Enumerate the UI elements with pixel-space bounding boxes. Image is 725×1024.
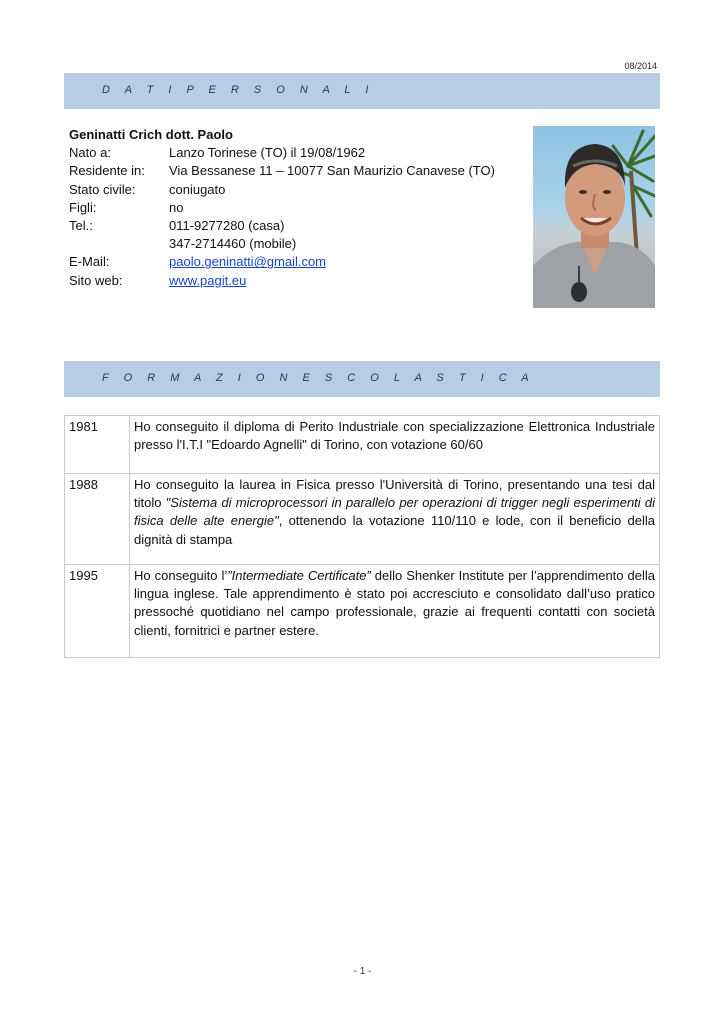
document-date: 08/2014 bbox=[624, 61, 657, 71]
info-value: 011-9277280 (casa) bbox=[169, 218, 285, 234]
info-value: Lanzo Torinese (TO) il 19/08/1962 bbox=[169, 145, 366, 161]
info-value: no bbox=[169, 199, 184, 215]
website-link[interactable]: www.pagit.eu bbox=[169, 272, 247, 288]
table-row bbox=[65, 474, 660, 565]
education-text: dello Shenker Institute per l’apprendimento della lingua inglese. Tale apprendimento è stato poi accresciuto e consolidato dall’uso pratico pressoché quotidiano nel campo professionale, grazie ai frequenti contatti con società clienti, fornitrici e partner estere. bbox=[134, 568, 655, 638]
info-row-mobile bbox=[69, 235, 495, 253]
education-year: 1995 bbox=[65, 565, 130, 658]
info-label: Residente in: bbox=[69, 163, 145, 179]
thesis-title: "Sistema di microprocessori in parallelo per operazioni di trigger negli esperimenti di fisica delle alte energie" bbox=[134, 495, 655, 529]
info-label: Sito web: bbox=[69, 272, 123, 288]
info-label: Stato civile: bbox=[69, 181, 136, 197]
info-value: Via Bessanese 11 – 10077 San Maurizio Canavese (TO) bbox=[169, 163, 495, 179]
info-value: coniugato bbox=[169, 181, 226, 197]
info-label: E-Mail: bbox=[69, 254, 110, 270]
education-description bbox=[130, 474, 660, 565]
section-title-education: F O R M A Z I O N E S C O L A S T I C A bbox=[102, 372, 535, 384]
education-text: Ho conseguito la laurea in Fisica presso l'Università di Torino, presentando una tesi dal titolo bbox=[134, 477, 655, 511]
person-name: Geninatti Crich dott. Paolo bbox=[69, 127, 233, 142]
table-row bbox=[65, 416, 660, 474]
info-label: Figli: bbox=[69, 199, 97, 215]
info-row-children bbox=[69, 199, 495, 217]
info-label bbox=[69, 235, 169, 253]
section-title-personal: D A T I P E R S O N A L I bbox=[102, 84, 375, 96]
info-label: Tel.: bbox=[69, 218, 93, 234]
info-row-email bbox=[69, 253, 495, 271]
education-description bbox=[130, 565, 660, 658]
info-row-website bbox=[69, 272, 495, 290]
education-year: 1988 bbox=[65, 474, 130, 565]
info-label: Nato a: bbox=[69, 145, 111, 161]
table-row bbox=[65, 565, 660, 658]
section-band-personal bbox=[64, 73, 660, 109]
certificate-title: ”Intermediate Certificate” bbox=[227, 568, 371, 583]
info-row-phone bbox=[69, 217, 495, 235]
section-band-education bbox=[64, 361, 660, 397]
info-value: 347-2714460 (mobile) bbox=[169, 236, 297, 252]
education-description: Ho conseguito il diploma di Perito Industriale con specializzazione Elettronica Industriale presso l'I.T.I "Edoardo Agnelli" di Torino, con votazione 60/60 bbox=[130, 416, 660, 474]
education-text: Ho conseguito l’ bbox=[134, 568, 228, 583]
info-row-residence bbox=[69, 162, 495, 180]
info-row-civil-status bbox=[69, 181, 495, 199]
education-table bbox=[64, 415, 660, 658]
info-row-birth bbox=[69, 144, 495, 162]
page-number: - 1 - bbox=[353, 966, 372, 977]
email-link[interactable]: paolo.geninatti@gmail.com bbox=[169, 254, 327, 270]
education-year: 1981 bbox=[65, 416, 130, 474]
education-text: , ottenendo la votazione 110/110 e lode, con il beneficio della dignità di stampa bbox=[134, 513, 655, 547]
personal-info bbox=[69, 126, 495, 290]
profile-photo bbox=[533, 126, 655, 308]
